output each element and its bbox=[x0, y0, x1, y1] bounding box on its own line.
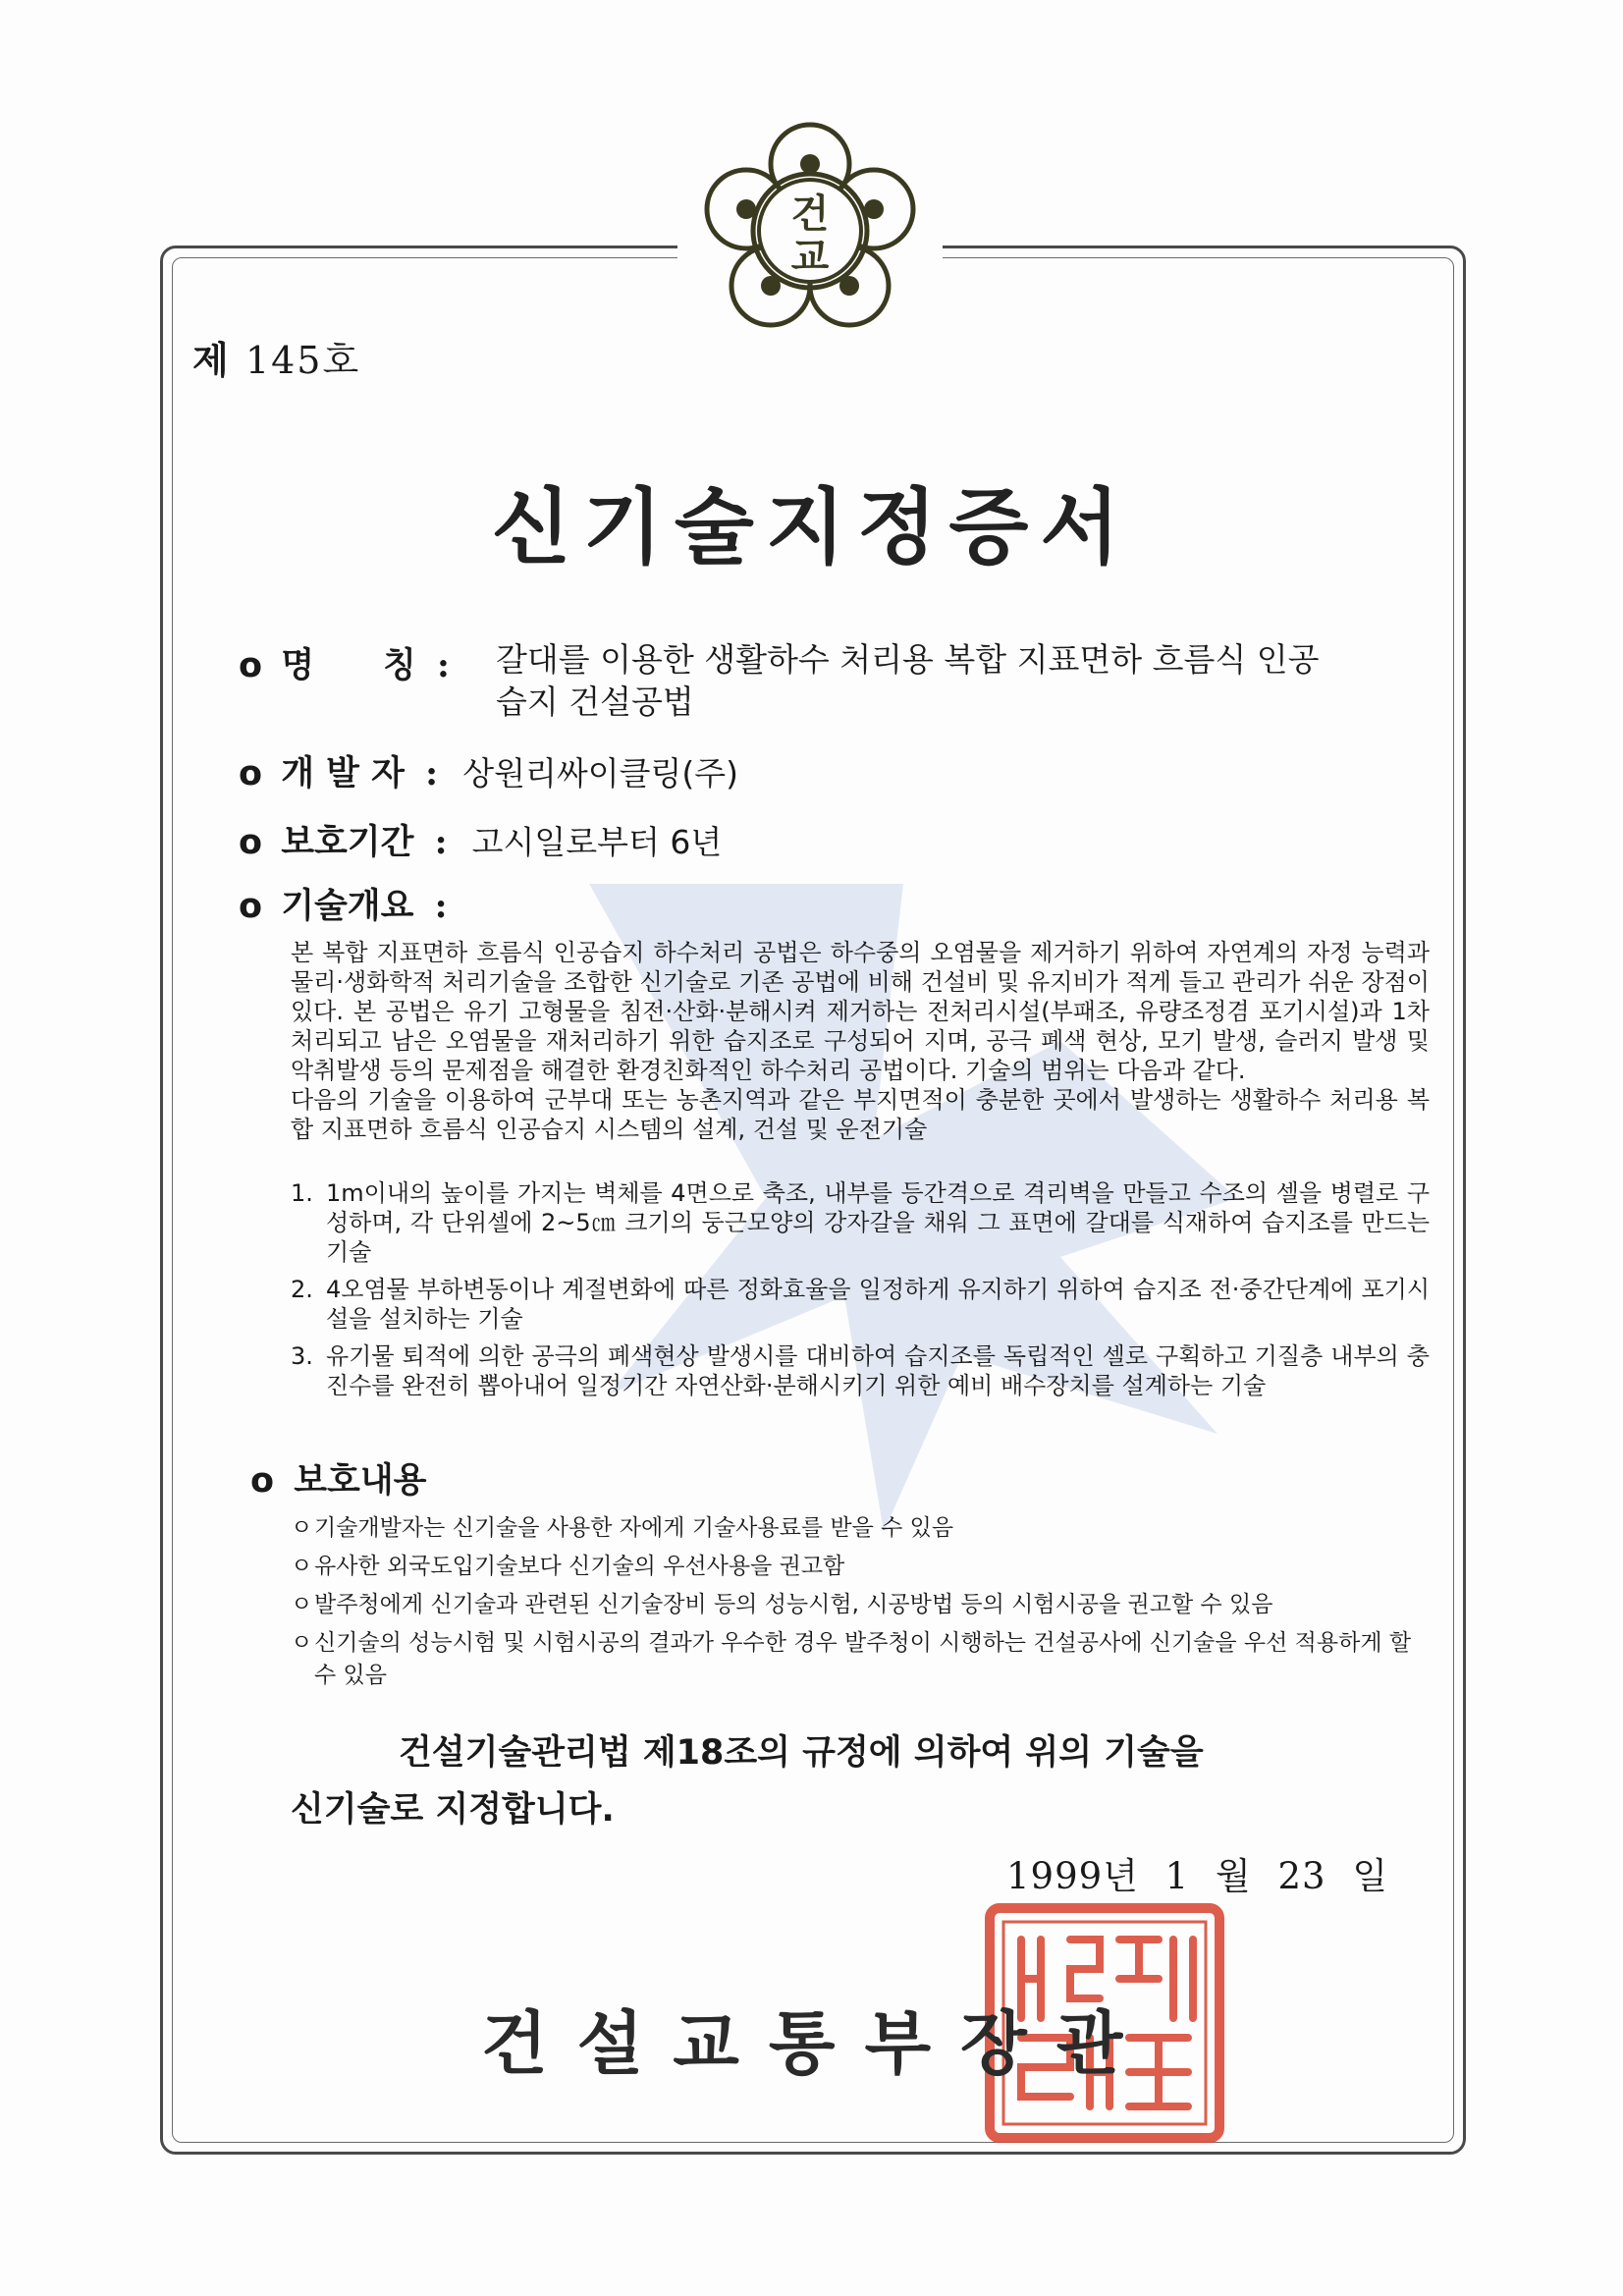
emblem-text-top: 건 bbox=[790, 191, 830, 237]
protection-item-text: 기술개발자는 신기술을 사용한 자에게 기술사용료를 받을 수 있음 bbox=[314, 1515, 954, 1541]
summary-paragraph-2: 다음의 기술을 이용하여 군부대 또는 농촌지역과 같은 부지면적이 충분한 곳에서 발생하는 생활하수 처리용 복합 지표면하 흐름식 인공습지 시스템의 설계, 건설 및 운전기술 bbox=[291, 1086, 1430, 1143]
protection-item bbox=[291, 1512, 1430, 1545]
scope-item-number: 2. bbox=[291, 1276, 313, 1303]
certificate-title: 신기술지정증서 bbox=[491, 479, 1132, 575]
technology-scope-list bbox=[291, 1178, 1430, 1408]
field-name-value bbox=[496, 638, 1438, 723]
certificate-number-prefix: 제 bbox=[192, 338, 231, 382]
scope-item bbox=[291, 1275, 1430, 1334]
issuing-authority: 건설교통부장관 bbox=[481, 2003, 1153, 2084]
protection-heading bbox=[250, 1453, 426, 1503]
scope-item-number: 3. bbox=[291, 1342, 313, 1370]
date-year: 1999년 bbox=[1006, 1855, 1139, 1897]
designation-declaration bbox=[291, 1724, 1380, 1838]
field-name bbox=[239, 638, 463, 687]
field-name-label: 명 칭 bbox=[281, 645, 416, 685]
date-day-number: 23 bbox=[1277, 1855, 1326, 1897]
summary-paragraph-1: 본 복합 지표면하 흐름식 인공습지 하수처리 공법은 하수중의 오염물을 제거하기 위하여 자연계의 자정 능력과 물리·생화학적 처리기술을 조합한 신기술로 기존 공법에 비해 건설비 및 유지비가 적게 들고 관리가 쉬운 장점이 있다. 본 공법은 유기 고형물을 침전·산화·분해시켜 제거하는 전처리시설(부패조, 유량조정겸 포기시설)과 1차 처리되고 남은 오염물을 재처리하기 위한 습지조로 구성되어 지며, 공극 폐색 현상, 모기 발생, 슬러지 발생 및 악취발생 등의 문제점을 해결한 환경친화적인 하수처리 공법이다. 기술의 범위는 다음과 같다. bbox=[291, 939, 1430, 1084]
field-developer-value: 상원리싸이클링(주) bbox=[462, 754, 738, 793]
date-month-number: 1 bbox=[1164, 1855, 1190, 1897]
protection-item bbox=[291, 1589, 1430, 1621]
field-developer bbox=[239, 746, 738, 795]
date-month-label: 월 bbox=[1215, 1855, 1252, 1897]
protection-item-text: 발주청에게 신기술과 관련된 신기술장비 등의 성능시험, 시공방법 등의 시험시공을 권고할 수 있음 bbox=[314, 1592, 1273, 1617]
certificate-number-value: 145호 bbox=[244, 339, 361, 382]
protection-heading-text: 보호내용 bbox=[294, 1460, 427, 1501]
protection-item bbox=[291, 1551, 1430, 1583]
field-summary-bullet: o bbox=[239, 887, 263, 926]
ministry-emblem-icon bbox=[692, 113, 928, 349]
field-protection-period-value: 고시일로부터 6년 bbox=[471, 823, 723, 861]
scope-item bbox=[291, 1178, 1430, 1267]
field-name-value-line2: 습지 건설공법 bbox=[496, 683, 694, 721]
protection-item bbox=[291, 1627, 1430, 1692]
scope-item-number: 1. bbox=[291, 1179, 313, 1207]
protection-item-text: 유사한 외국도입기술보다 신기술의 우선사용을 권고함 bbox=[314, 1554, 845, 1579]
field-summary-heading bbox=[239, 879, 461, 928]
emblem-text-bottom: 교 bbox=[790, 235, 830, 280]
technology-summary bbox=[291, 938, 1430, 1144]
protection-item-bullet: ㅇ bbox=[291, 1554, 313, 1579]
protection-list bbox=[291, 1512, 1430, 1698]
field-protection-period-bullet: o bbox=[239, 823, 263, 862]
certificate-number bbox=[192, 330, 360, 384]
protection-item-bullet: ㅇ bbox=[291, 1630, 313, 1656]
protection-item-text: 신기술의 성능시험 및 시험시공의 결과가 우수한 경우 발주청이 시행하는 건설공사에 신기술을 우선 적용하게 할 수 있음 bbox=[314, 1630, 1412, 1688]
date-day-label: 일 bbox=[1352, 1855, 1389, 1897]
field-name-colon: : bbox=[436, 645, 450, 685]
scope-item-text: 4오염물 부하변동이나 계절변화에 따른 정화효율을 일정하게 유지하기 위하여 습지조 전·중간단계에 포기시설을 설치하는 기술 bbox=[326, 1276, 1430, 1333]
issue-date bbox=[1006, 1846, 1402, 1899]
field-name-bullet: o bbox=[239, 646, 263, 685]
field-summary-label: 기술개요 bbox=[281, 886, 414, 926]
field-developer-label: 개 발 자 bbox=[281, 753, 405, 793]
scope-item-text: 유기물 퇴적에 의한 공극의 폐색현상 발생시를 대비하여 습지조를 독립적인 셀로 구획하고 기질층 내부의 충진수를 완전히 뽑아내어 일정기간 자연산화·분해시키기 위한 예비 배수장치를 설계하는 기술 bbox=[326, 1342, 1430, 1399]
field-summary-colon: : bbox=[434, 886, 448, 926]
protection-item-bullet: ㅇ bbox=[291, 1592, 313, 1617]
protection-heading-bullet: o bbox=[250, 1461, 275, 1501]
declaration-line-2: 신기술로 지정합니다. bbox=[291, 1790, 615, 1830]
scope-item bbox=[291, 1341, 1430, 1400]
field-protection-period-colon: : bbox=[434, 822, 448, 862]
field-protection-period-label: 보호기간 bbox=[281, 822, 414, 862]
field-protection-period bbox=[239, 815, 722, 864]
declaration-line-1: 건설기술관리법 제18조의 규정에 의하여 위의 기술을 bbox=[399, 1733, 1204, 1773]
field-developer-colon: : bbox=[425, 753, 439, 793]
scope-item-text: 1m이내의 높이를 가지는 벽체를 4면으로 축조, 내부를 등간격으로 격리벽을 만들고 수조의 셀을 병렬로 구성하며, 각 단위셀에 2~5㎝ 크기의 둥근모양의 강자갈을 채워 그 표면에 갈대를 식재하여 습지조를 만드는 기술 bbox=[326, 1179, 1430, 1266]
field-developer-bullet: o bbox=[239, 754, 263, 793]
protection-item-bullet: ㅇ bbox=[291, 1515, 313, 1541]
field-name-value-line1: 갈대를 이용한 생활하수 처리용 복합 지표면하 흐름식 인공 bbox=[496, 640, 1320, 679]
